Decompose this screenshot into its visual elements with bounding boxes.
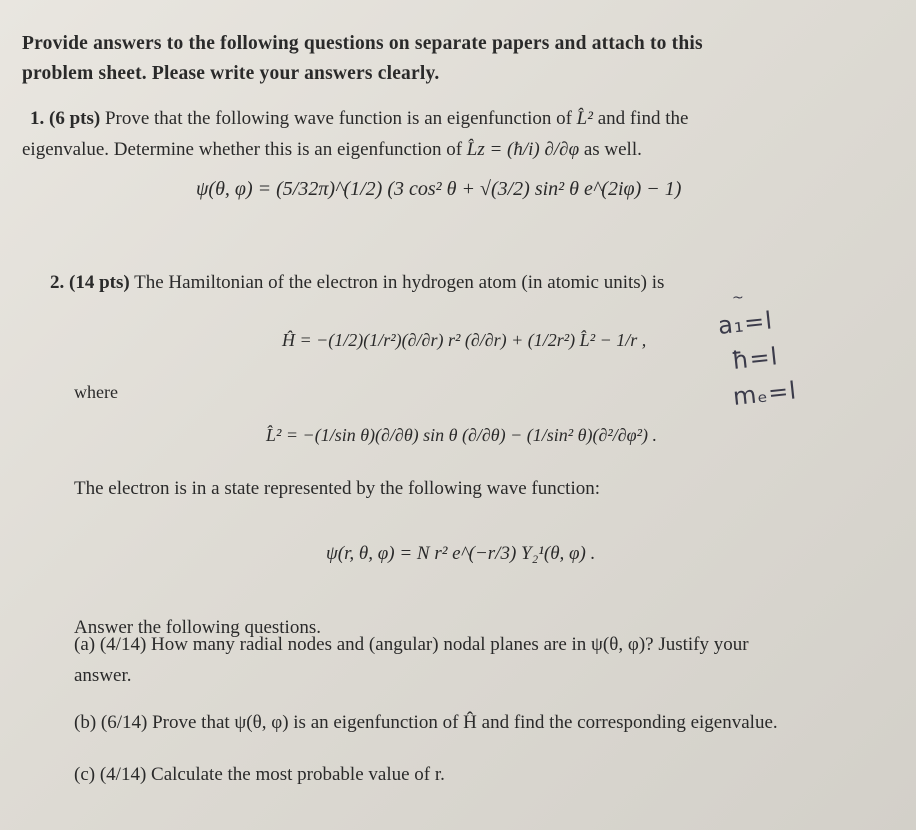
where-label: where [74,382,118,402]
handwritten-line-3: mₑ=l [731,376,799,411]
header-line-2: problem sheet. Please write your answers clearly. [22,63,440,84]
q1-equation: ψ(θ, φ) = (5/32π)^(1/2) (3 cos² θ + √(3/2) sin² θ e^(2iφ) − 1) [196,178,682,200]
part-a-line-2: answer. [74,665,132,686]
q1-line2-b: as well. [583,139,642,160]
q2-line-1 [50,272,664,294]
answer-intro: Answer the following questions. [74,617,321,638]
q1-text-b: and find the [597,108,689,129]
q1-number: 1. [30,108,45,129]
q2-number: 2. [50,272,65,293]
q1-points: (6 pts) [49,108,101,129]
handwritten-line-1: a₁=l [716,306,775,340]
wavefunction-equation: ψ(r, θ, φ) = N r² e^(−r/3) Y₂¹(θ, φ) . [326,543,596,564]
q2-points: (14 pts) [69,272,130,293]
state-text: The electron is in a state represented by the following wave function: [74,478,601,499]
q1-operator-Lz: L̂z = (ħ/i) ∂/∂φ [466,139,580,160]
L2-definition-equation: L̂² = −(1/sin θ)(∂/∂θ) sin θ (∂/∂θ) − (1/sin² θ)(∂²/∂φ²) . [266,425,658,445]
handwritten-mark: ~ [732,290,744,306]
q1-text-a: Prove that the following wave function is an eigenfunction of [104,108,572,129]
q1-line2-a: eigenvalue. Determine whether this is an eigenfunction of [22,139,463,160]
q1-operator-L2: L̂² [576,108,593,129]
part-a-line-1: (a) (4/14) How many radial nodes and (angular) nodal planes are in ψ(θ, φ)? Justify your [74,634,749,655]
handwritten-line-2: ħ=l [730,342,780,375]
part-b: (b) (6/14) Prove that ψ(θ, φ) is an eigenfunction of Ĥ and find the corresponding eigenvalue. [74,712,778,733]
q2-intro: The Hamiltonian of the electron in hydrogen atom (in atomic units) is [134,272,665,293]
q1-line-2 [22,139,642,161]
hamiltonian-equation: Ĥ = −(1/2)(1/r²)(∂/∂r) r² (∂/∂r) + (1/2r²) L̂² − 1/r , [282,330,647,350]
part-c: (c) (4/14) Calculate the most probable value of r. [74,764,445,785]
q1-line-1 [30,108,688,130]
header-line-1: Provide answers to the following questions on separate papers and attach to this [22,33,703,54]
